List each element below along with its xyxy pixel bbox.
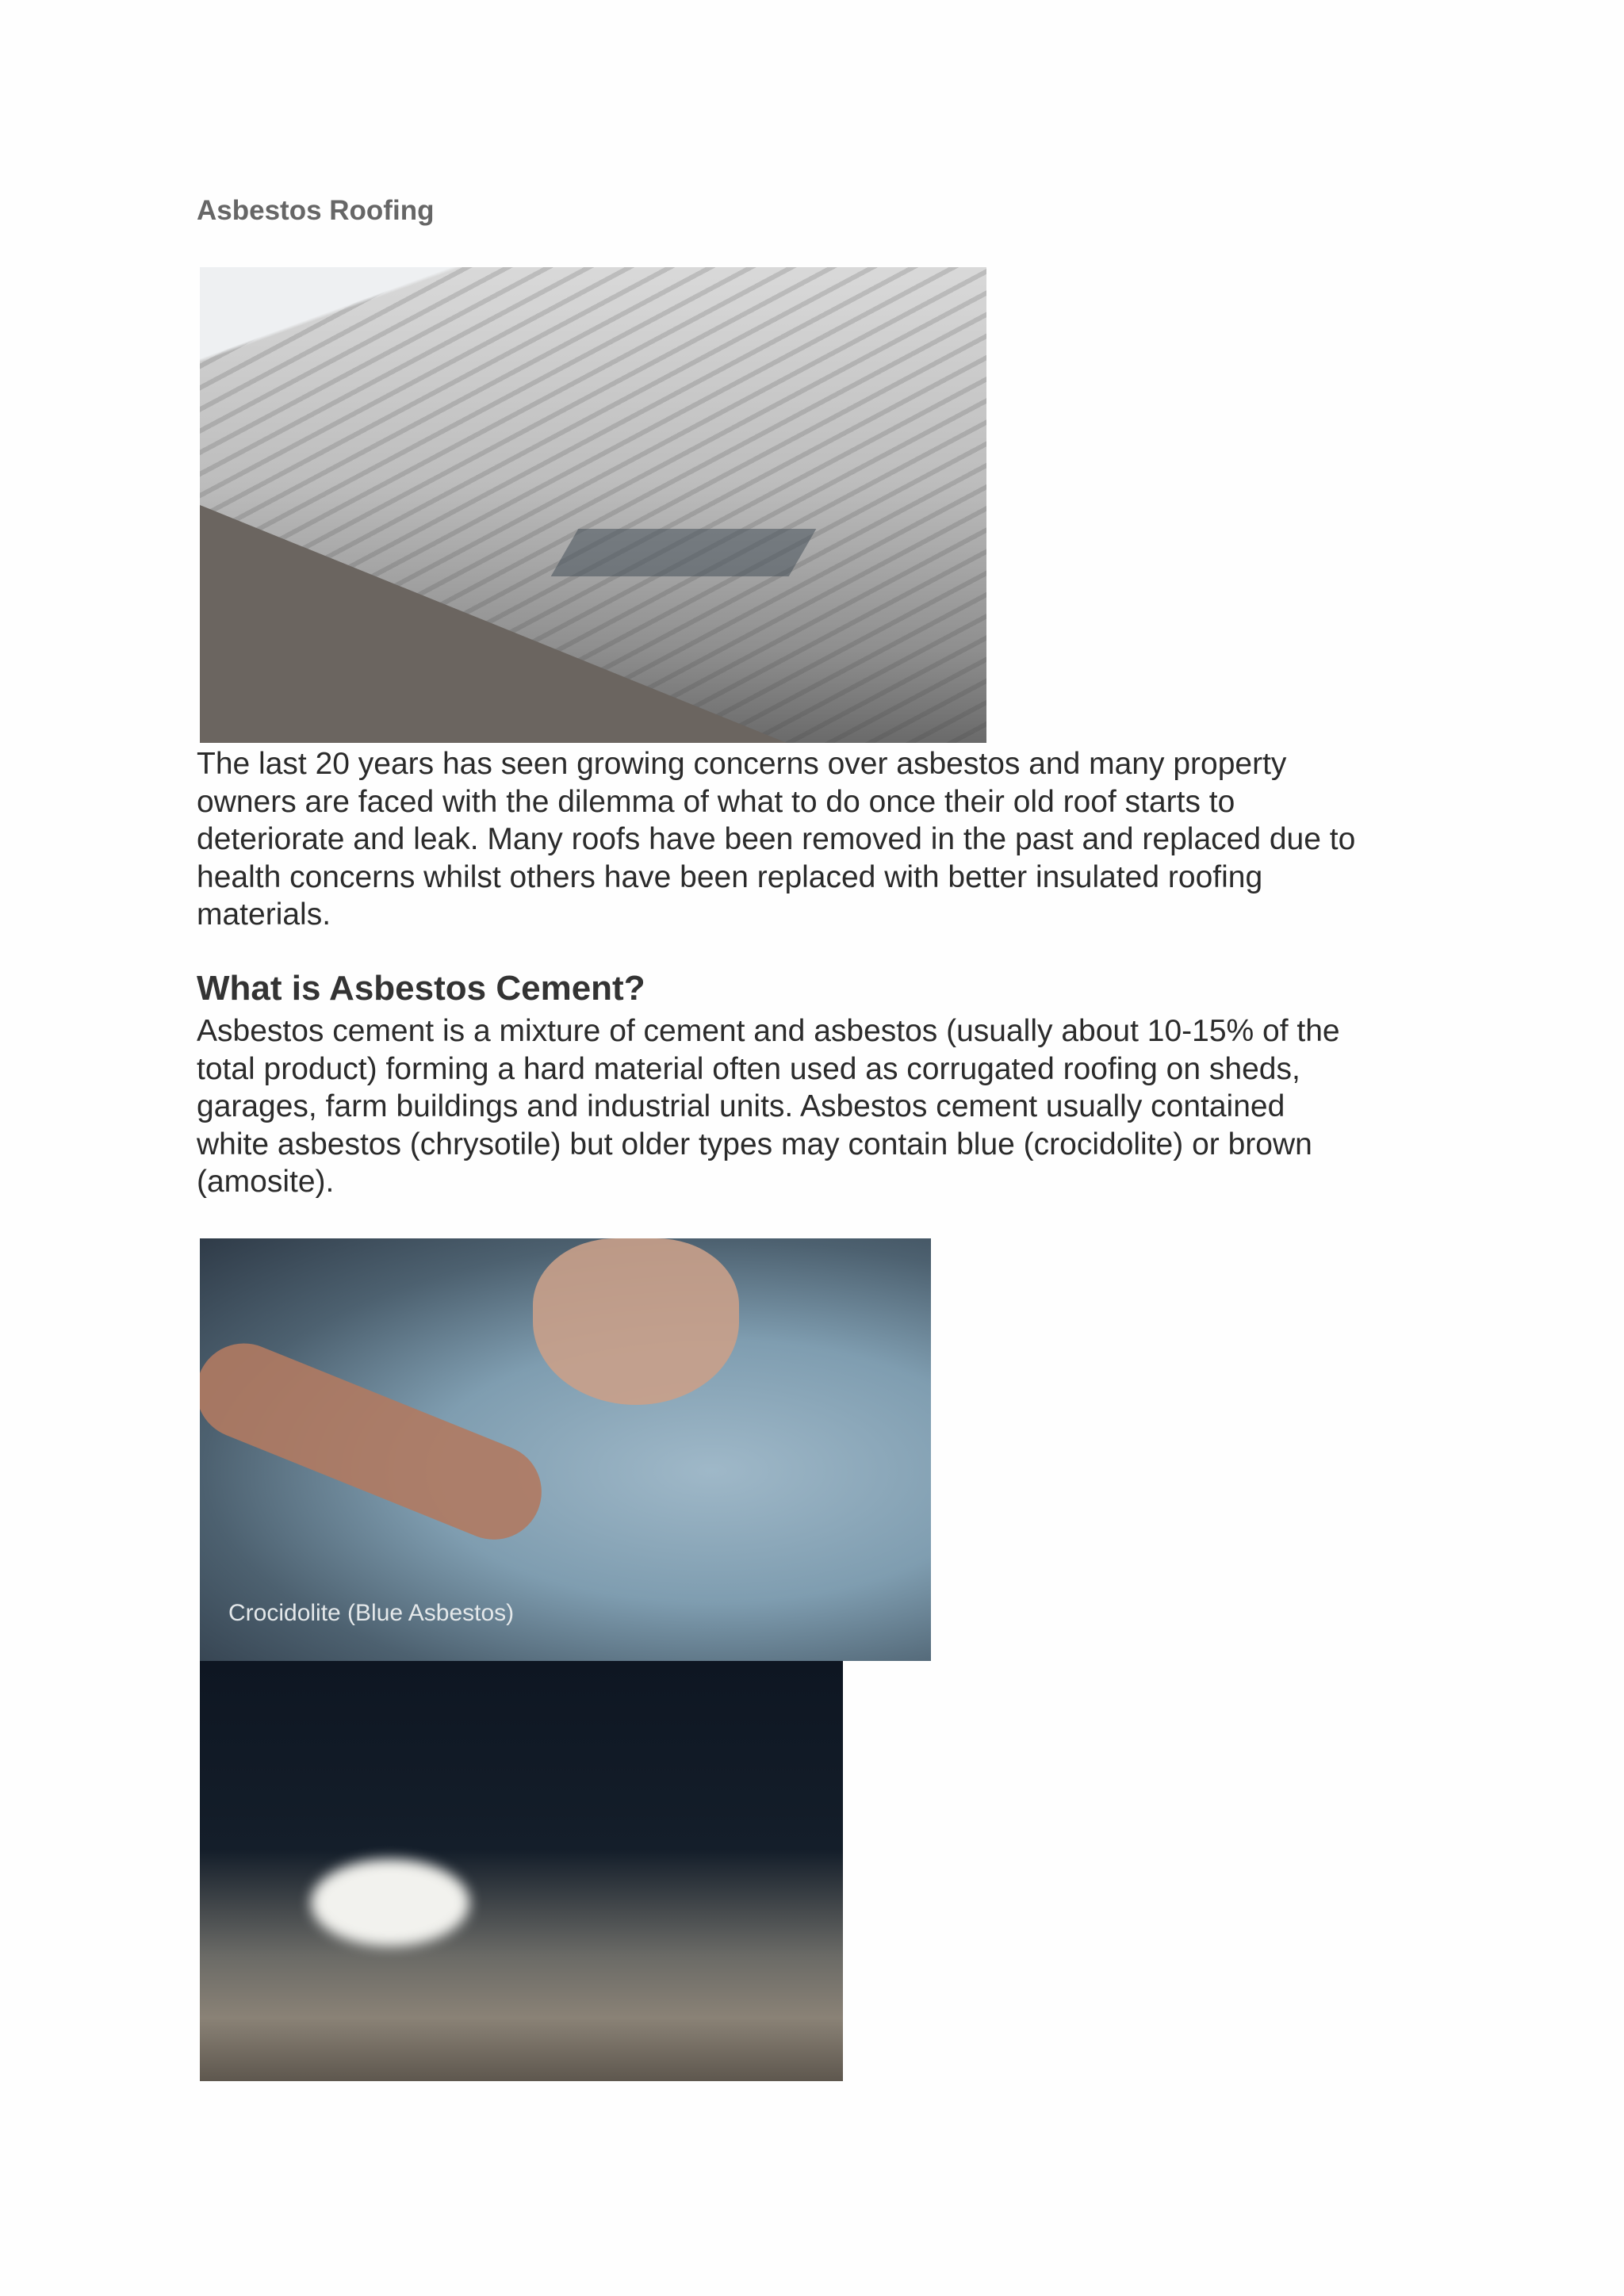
wall: [200, 505, 787, 743]
text-line: materials.: [197, 897, 331, 932]
intro-paragraph: [197, 745, 1465, 934]
text-line: (amosite).: [197, 1165, 335, 1199]
text-line: garages, farm buildings and industrial units. Asbestos cement usually contained: [197, 1089, 1285, 1123]
asbestos-roof-photo: [200, 267, 986, 743]
white-asbestos-photo: [200, 1661, 843, 2081]
text-line: Asbestos cement is a mixture of cement and asbestos (usually about 10-15% of the: [197, 1014, 1340, 1048]
section-heading: What is Asbestos Cement?: [197, 969, 645, 1008]
text-line: deteriorate and leak. Many roofs have been removed in the past and replaced due to: [197, 822, 1356, 856]
cement-paragraph: [197, 1012, 1465, 1201]
photo-caption: Crocidolite (Blue Asbestos): [228, 1600, 515, 1626]
blue-asbestos-photo: [200, 1238, 931, 1661]
page-title: Asbestos Roofing: [197, 195, 435, 226]
hand: [533, 1238, 739, 1405]
text-line: white asbestos (chrysotile) but older types may contain blue (crocidolite) or brown: [197, 1127, 1312, 1161]
hand: [200, 1329, 556, 1554]
fiber-cluster: [311, 1859, 469, 1946]
text-line: The last 20 years has seen growing concerns over asbestos and many property: [197, 747, 1287, 781]
text-line: total product) forming a hard material often used as corrugated roofing on sheds,: [197, 1051, 1300, 1086]
text-line: owners are faced with the dilemma of what to do once their old roof starts to: [197, 784, 1235, 819]
text-line: health concerns whilst others have been replaced with better insulated roofing: [197, 859, 1263, 894]
